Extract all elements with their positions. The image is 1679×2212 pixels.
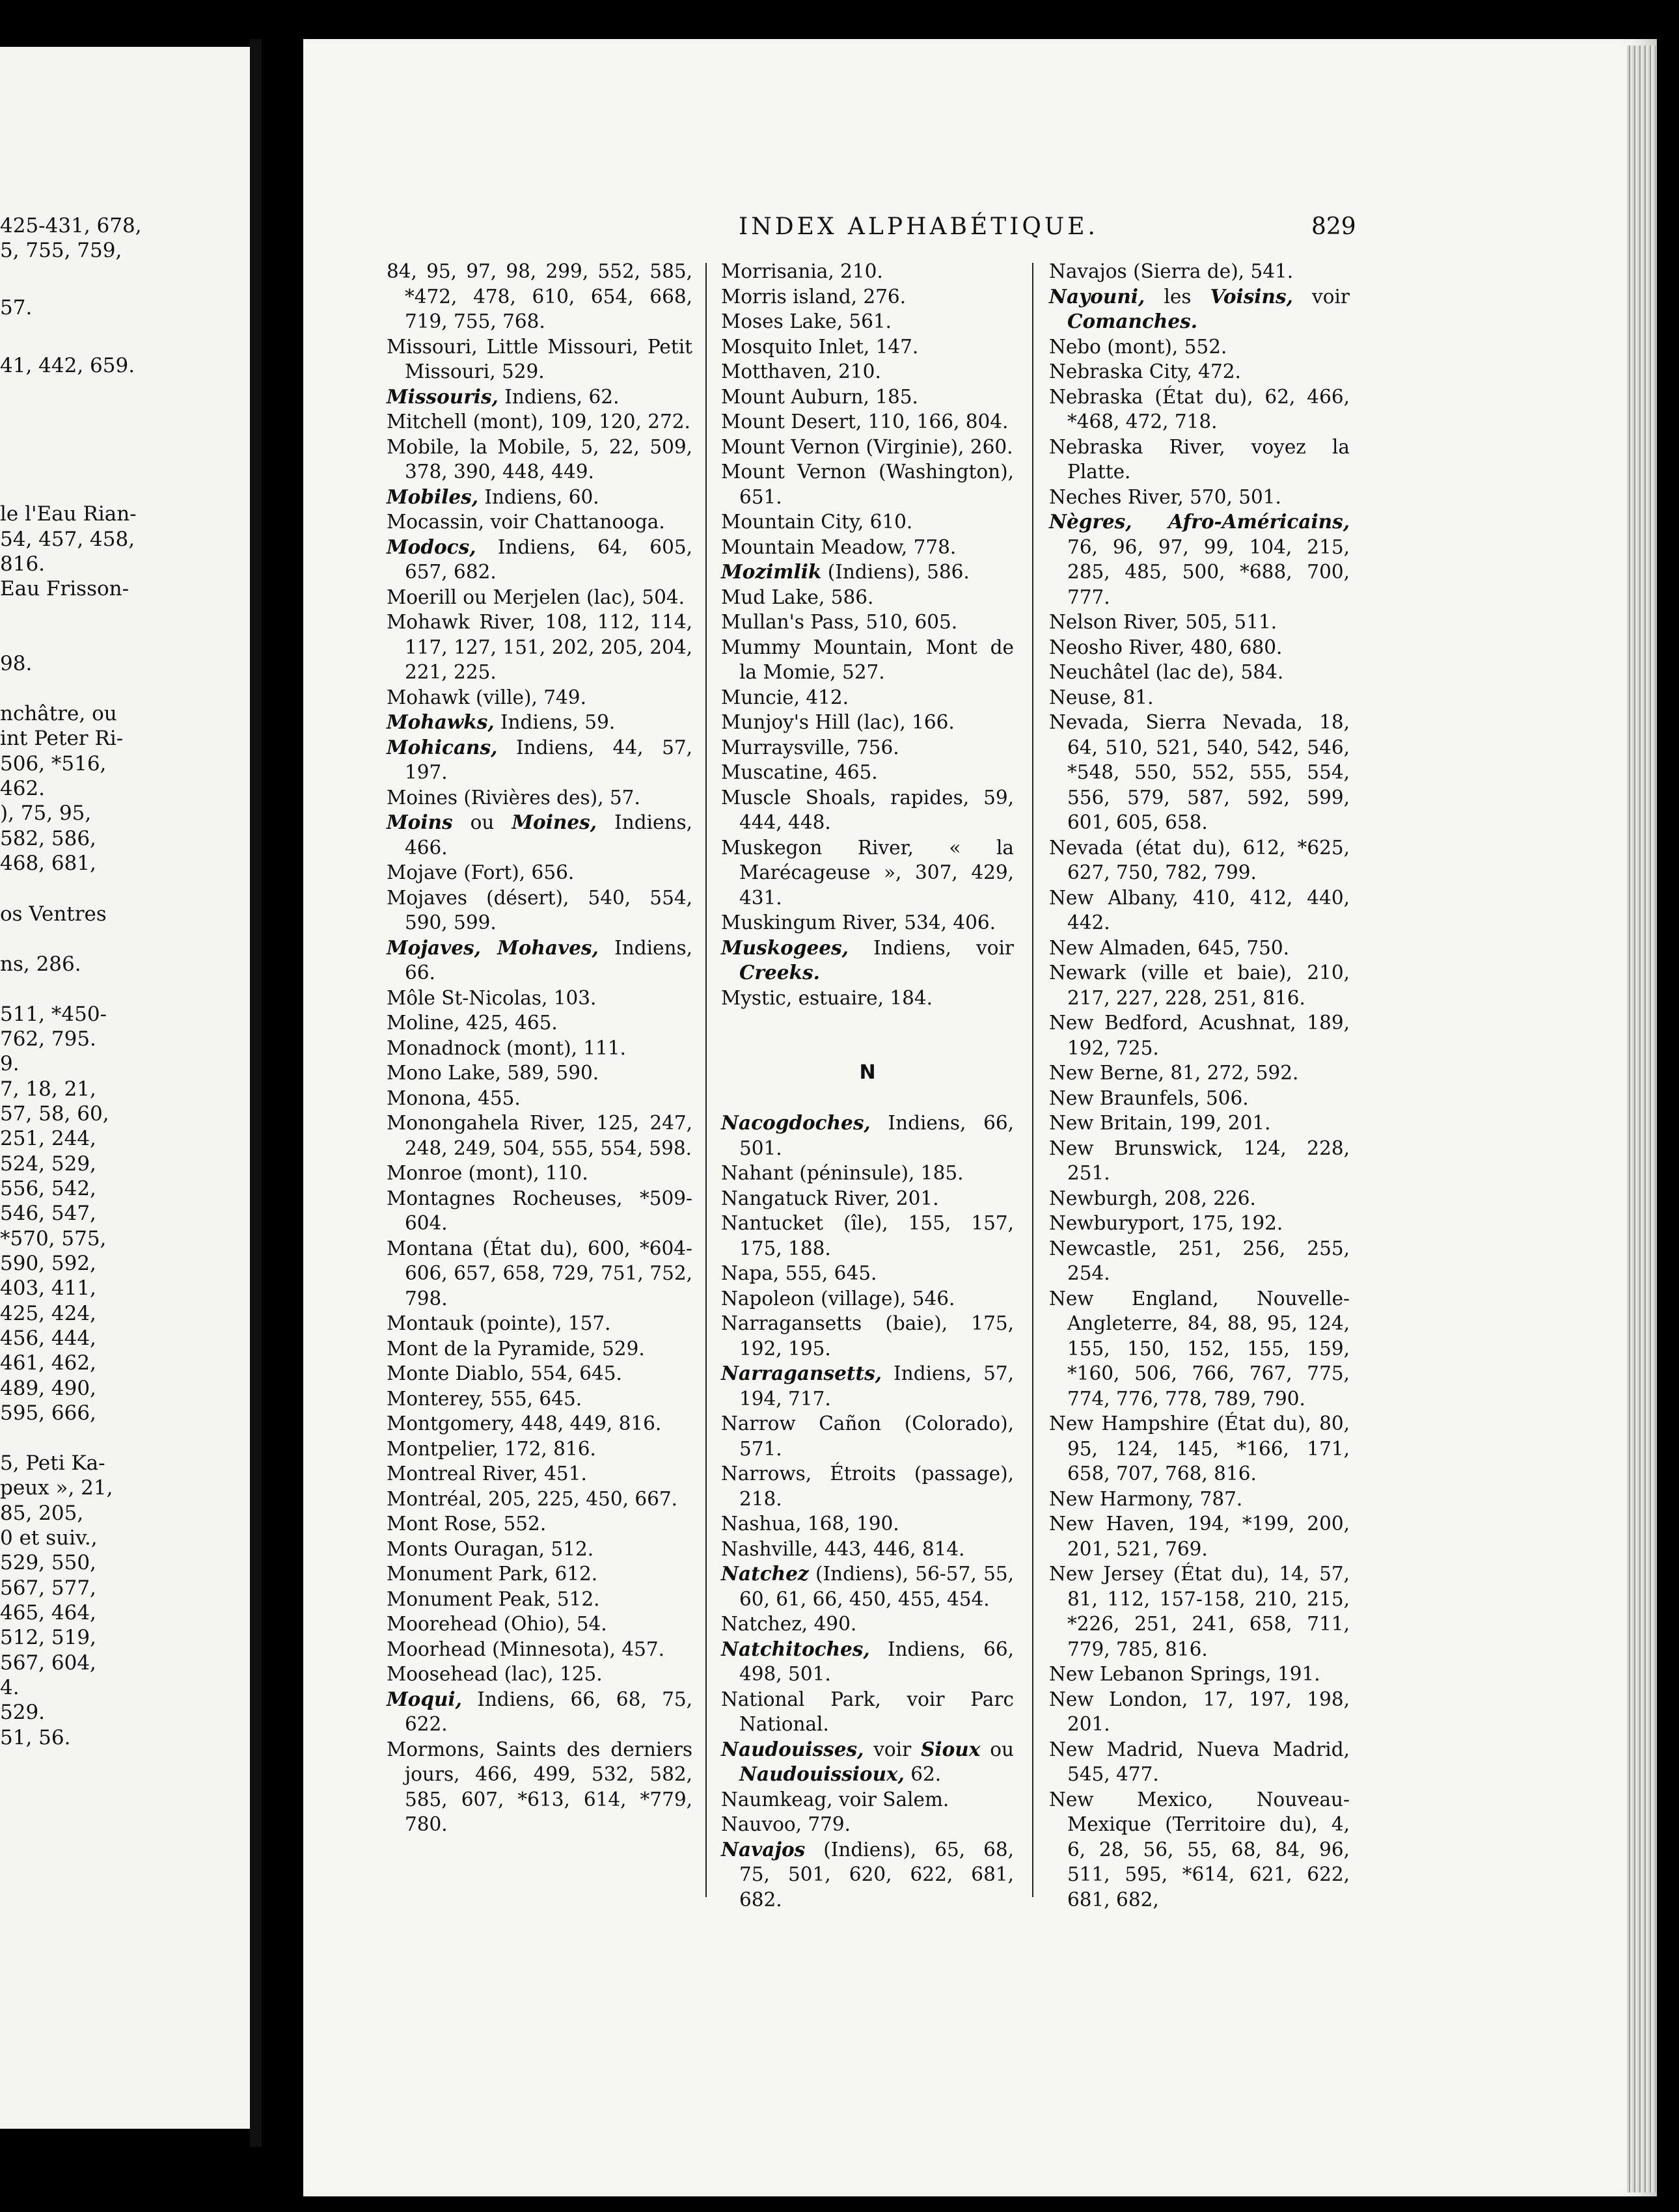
index-entry: Modocs, Indiens, 64, 605, 657, 682. — [387, 535, 692, 583]
index-entry: New Madrid, Nueva Madrid, 545, 477. — [1049, 1738, 1350, 1785]
left-page-fragment: 57, 58, 60, — [0, 1102, 109, 1126]
left-page-fragment: 468, 681, — [0, 852, 96, 875]
left-page-fragment: 251, 244, — [0, 1127, 96, 1150]
index-entry: Nangatuck River, 201. — [721, 1187, 939, 1209]
book-spine — [250, 39, 262, 2147]
index-entry: National Park, voir Parc National. — [721, 1688, 1014, 1735]
index-entry: Moses Lake, 561. — [721, 310, 892, 332]
index-entry: New England, Nouvelle-Angleterre, 84, 88, 95, 124, 155, 150, 152, 155, 159, *160, 506, 766, 767, 775, 774, 776, 778, 789, 790. — [1049, 1287, 1350, 1410]
index-entry: Mud Lake, 586. — [721, 586, 874, 608]
index-entry: New Mexico, Nouveau-Mexique (Territoire du), 4, 6, 28, 56, 55, 68, 84, 96, 511, 595, *614, 621, 622, 681, 682, — [1049, 1788, 1350, 1911]
left-page-fragment: 456, 444, — [0, 1327, 96, 1350]
index-entry: Napa, 555, 645. — [721, 1262, 877, 1284]
left-page-fragment: 816. — [0, 552, 46, 576]
index-entry: Nayouni, les Voisins, voir Comanches. — [1049, 284, 1350, 332]
index-column-3 — [1049, 259, 1350, 1912]
left-page-fragment: 511, *450- — [0, 1003, 107, 1026]
index-entry: New Berne, 81, 272, 592. — [1049, 1062, 1299, 1084]
page-number: 829 — [1311, 213, 1356, 240]
index-entry: Missouris, Indiens, 62. — [387, 384, 620, 408]
index-entry: Neosho River, 480, 680. — [1049, 636, 1283, 658]
index-entry: Monte Diablo, 554, 645. — [387, 1362, 622, 1384]
index-entry: Mystic, estuaire, 184. — [721, 986, 933, 1009]
index-entry: New Jersey (État du), 14, 57, 81, 112, 157-158, 210, 215, *226, 251, 241, 658, 711, 779, 785, 816. — [1049, 1563, 1350, 1660]
index-entry: Mojaves, Mohaves, Indiens, 66. — [387, 936, 692, 984]
left-page-fragment: 567, 604, — [0, 1651, 96, 1675]
index-entry: Mosquito Inlet, 147. — [721, 335, 919, 358]
index-entry: New London, 17, 197, 198, 201. — [1049, 1688, 1350, 1735]
index-entry: Mitchell (mont), 109, 120, 272. — [387, 411, 690, 433]
index-entry: Napoleon (village), 546. — [721, 1287, 955, 1310]
index-entry: Moins ou Moines, Indiens, 466. — [387, 811, 692, 859]
left-page-fragment: 57. — [0, 296, 33, 319]
index-entry: Mohawks, Indiens, 59. — [387, 710, 616, 733]
left-page-fragment: 762, 795. — [0, 1027, 96, 1051]
index-entry: Muskegon River, « la Marécageuse », 307, 429, 431. — [721, 836, 1014, 909]
index-entry: Nauvoo, 779. — [721, 1813, 851, 1835]
left-page-fragment: 85, 205, — [0, 1502, 84, 1525]
index-entry: Mocassin, voir Chattanooga. — [387, 511, 665, 533]
left-page-fragment: 54, 457, 458, — [0, 528, 135, 551]
index-entry: Mount Desert, 110, 166, 804. — [721, 411, 1009, 433]
index-entry: New Hampshire (État du), 80, 95, 124, 145, *166, 171, 658, 707, 768, 816. — [1049, 1412, 1350, 1485]
left-page-fragment: 462. — [0, 777, 46, 800]
left-page-fragment: 512, 519, — [0, 1626, 96, 1649]
index-entry: Morrisania, 210. — [721, 260, 883, 282]
left-page-fragment: le l'Eau Rian- — [0, 502, 137, 526]
index-entry: Nahant (péninsule), 185. — [721, 1162, 964, 1184]
index-entry: Neches River, 570, 501. — [1049, 485, 1281, 508]
index-entry: Narragansetts (baie), 175, 192, 195. — [721, 1312, 1014, 1360]
left-page-fragment: 41, 442, 659. — [0, 354, 135, 377]
left-page-fragment: 4. — [0, 1676, 20, 1699]
index-entry: Nashua, 168, 190. — [721, 1513, 899, 1535]
index-entry: Môle St-Nicolas, 103. — [387, 986, 597, 1009]
index-entry: Nebraska (État du), 62, 466, *468, 472, 718. — [1049, 385, 1350, 433]
left-page-fragment: 461, 462, — [0, 1351, 96, 1375]
index-entry: Mount Vernon (Virginie), 260. — [721, 435, 1013, 458]
index-entry: Nègres, Afro-Américains, 76, 96, 97, 99, 104, 215, 285, 485, 500, *688, 700, 777. — [1049, 510, 1350, 608]
left-page — [0, 47, 250, 2129]
index-entry: Moline, 425, 465. — [387, 1012, 558, 1034]
index-entry: New Brunswick, 124, 228, 251. — [1049, 1137, 1350, 1184]
index-entry: Mont Rose, 552. — [387, 1513, 547, 1535]
index-entry: Moines (Rivières des), 57. — [387, 786, 640, 809]
index-entry: Nelson River, 505, 511. — [1049, 611, 1277, 633]
index-entry: Naudouisses, voir Sioux ou Naudouissioux, 62. — [721, 1737, 1014, 1785]
index-entry: Montagnes Rocheuses, *509-604. — [387, 1187, 692, 1234]
index-entry: Narragansetts, Indiens, 57, 194, 717. — [721, 1362, 1014, 1410]
index-entry: Monroe (mont), 110. — [387, 1162, 588, 1184]
index-entry: New Albany, 410, 412, 440, 442. — [1049, 886, 1350, 934]
index-entry: New Almaden, 645, 750. — [1049, 936, 1290, 959]
index-entry: Murraysville, 756. — [721, 736, 899, 759]
spacer — [721, 1010, 1014, 1036]
index-entry: Mountain Meadow, 778. — [721, 535, 957, 558]
left-page-fragment: 7, 18, 21, — [0, 1077, 96, 1101]
index-entry: Natchez (Indiens), 56-57, 55, 60, 61, 66, 450, 455, 454. — [721, 1562, 1014, 1610]
left-page-fragment: 595, 666, — [0, 1401, 96, 1425]
index-entry: Moqui, Indiens, 66, 68, 75, 622. — [387, 1687, 692, 1735]
index-entry: Newburyport, 175, 192. — [1049, 1212, 1283, 1234]
index-entry: New Bedford, Acushnat, 189, 192, 725. — [1049, 1012, 1350, 1059]
index-entry: Newburgh, 208, 226. — [1049, 1187, 1256, 1209]
index-entry: Munjoy's Hill (lac), 166. — [721, 711, 955, 733]
index-entry: Muncie, 412. — [721, 686, 849, 708]
index-entry: Montpelier, 172, 816. — [387, 1437, 596, 1460]
left-page-fragment: 5, Peti Ka- — [0, 1451, 105, 1475]
left-page-fragment: 0 et suiv., — [0, 1526, 98, 1550]
left-page-fragment: os Ventres — [0, 902, 107, 926]
index-entry: New Lebanon Springs, 191. — [1049, 1663, 1320, 1685]
left-page-fragment: 403, 411, — [0, 1276, 96, 1300]
index-entry: Navajos (Sierra de), 541. — [1049, 260, 1294, 282]
index-entry: Monterey, 555, 645. — [387, 1387, 582, 1410]
index-entry: Monongahela River, 125, 247, 248, 249, 504, 555, 554, 598. — [387, 1112, 692, 1159]
index-entry: Mountain City, 610. — [721, 511, 913, 533]
index-entry: Moerill ou Merjelen (lac), 504. — [387, 586, 685, 608]
left-page-fragment: 489, 490, — [0, 1377, 96, 1400]
index-entry: Nacogdoches, Indiens, 66, 501. — [721, 1111, 1014, 1159]
index-entry: Nebo (mont), 552. — [1049, 335, 1227, 358]
index-entry: Muscatine, 465. — [721, 761, 878, 783]
left-page-fragment: 582, 586, — [0, 827, 96, 850]
index-entry: Newcastle, 251, 256, 255, 254. — [1049, 1237, 1350, 1284]
index-entry: Muskogees, Indiens, voir Creeks. — [721, 936, 1014, 984]
index-entry: Nebraska River, voyez la Platte. — [1049, 435, 1350, 483]
index-entry: Monument Peak, 512. — [387, 1587, 600, 1610]
index-entry: New Haven, 194, *199, 200, 201, 521, 769. — [1049, 1513, 1350, 1560]
index-entry: Morris island, 276. — [721, 285, 907, 308]
index-entry: Moorhead (Minnesota), 457. — [387, 1638, 665, 1660]
left-page-fragment: 425, 424, — [0, 1302, 96, 1325]
index-entry: Mojaves (désert), 540, 554, 590, 599. — [387, 886, 692, 934]
left-page-fragment: 556, 542, — [0, 1177, 96, 1200]
page-edges — [1627, 46, 1656, 2192]
index-entry: Monadnock (mont), 111. — [387, 1036, 627, 1059]
index-entry: Mohawk (ville), 749. — [387, 686, 586, 708]
left-page-fragment: *570, 575, — [0, 1227, 107, 1250]
index-entry: Nashville, 443, 446, 814. — [721, 1537, 965, 1560]
index-entry: Moorehead (Ohio), 54. — [387, 1613, 607, 1635]
left-page-fragment: nchâtre, ou — [0, 702, 117, 725]
left-page-fragment: 465, 464, — [0, 1601, 96, 1625]
left-page-fragment: 51, 56. — [0, 1726, 71, 1749]
index-entry: Nantucket (île), 155, 157, 175, 188. — [721, 1212, 1014, 1260]
left-page-fragment: peux », 21, — [0, 1476, 113, 1500]
index-entry: Monona, 455. — [387, 1086, 521, 1109]
section-letter: N — [859, 1061, 876, 1084]
index-entry: Mummy Mountain, Mont de la Momie, 527. — [721, 636, 1014, 683]
index-entry: Mohawk River, 108, 112, 114, 117, 127, 151, 202, 205, 204, 221, 225. — [387, 611, 692, 683]
left-page-fragment: 506, *516, — [0, 752, 107, 776]
index-entry: Navajos (Indiens), 65, 68, 75, 501, 620, 622, 681, 682. — [721, 1837, 1014, 1911]
index-entry: Natchez, 490. — [721, 1613, 857, 1635]
index-entry: Moosehead (lac), 125. — [387, 1663, 603, 1685]
column-divider — [1032, 263, 1033, 1897]
left-page-fragment: 524, 529, — [0, 1152, 96, 1176]
index-column-2 — [721, 259, 1014, 1912]
index-entry: Montauk (pointe), 157. — [387, 1312, 611, 1334]
index-entry: Muskingum River, 534, 406. — [721, 911, 996, 934]
index-entry: Mount Auburn, 185. — [721, 385, 918, 408]
index-entry: Mormons, Saints des derniers jours, 466, 499, 532, 582, 585, 607, *613, 614, *779, 780. — [387, 1738, 692, 1835]
index-entry: Nevada (état du), 612, *625, 627, 750, 782, 799. — [1049, 836, 1350, 883]
column-divider — [705, 263, 707, 1897]
index-entry: Mozimlik (Indiens), 586. — [721, 560, 970, 583]
left-page-fragment: 546, 547, — [0, 1202, 96, 1225]
index-entry: New Britain, 199, 201. — [1049, 1112, 1271, 1134]
left-page-fragment: 425-431, 678, — [0, 214, 142, 237]
running-head: INDEX ALPHABÉTIQUE. — [739, 213, 1099, 240]
index-entry: Missouri, Little Missouri, Petit Missouri, 529. — [387, 335, 692, 383]
index-entry: Mullan's Pass, 510, 605. — [721, 611, 958, 633]
index-entry: Nebraska City, 472. — [1049, 360, 1241, 383]
index-column-1 — [387, 259, 692, 1837]
left-page-fragment: 9. — [0, 1052, 20, 1075]
left-page-fragment: ns, 286. — [0, 952, 81, 976]
index-entry: Muscle Shoals, rapides, 59, 444, 448. — [721, 786, 1014, 833]
index-entry: New Braunfels, 506. — [1049, 1086, 1249, 1109]
index-entry: Neuse, 81. — [1049, 686, 1154, 708]
left-page-fragment: int Peter Ri- — [0, 727, 124, 750]
left-page-fragment: 5, 755, 759, — [0, 239, 122, 262]
index-entry: Montgomery, 448, 449, 816. — [387, 1412, 662, 1435]
index-entry: Narrow Cañon (Colorado), 571. — [721, 1412, 1014, 1460]
index-entry: Natchitoches, Indiens, 66, 498, 501. — [721, 1637, 1014, 1685]
index-entry: Motthaven, 210. — [721, 360, 881, 383]
left-page-fragment: 567, 577, — [0, 1576, 96, 1600]
index-entry: Mount Vernon (Washington), 651. — [721, 461, 1014, 508]
index-entry: Mont de la Pyramide, 529. — [387, 1337, 645, 1360]
left-page-fragment: ), 75, 95, — [0, 802, 92, 825]
index-entry: 84, 95, 97, 98, 299, 552, 585, *472, 478, 610, 654, 668, 719, 755, 768. — [387, 260, 692, 332]
index-entry: New Harmony, 787. — [1049, 1487, 1243, 1510]
index-entry: Mono Lake, 589, 590. — [387, 1062, 599, 1084]
index-entry: Mohicans, Indiens, 44, 57, 197. — [387, 735, 692, 783]
spacer — [721, 1086, 1014, 1111]
index-entry: Newark (ville et baie), 210, 217, 227, 228, 251, 816. — [1049, 962, 1350, 1009]
spacer — [721, 1036, 1014, 1061]
index-entry: Mojave (Fort), 656. — [387, 861, 575, 883]
left-page-fragment: 98. — [0, 652, 33, 675]
index-entry: Montana (État du), 600, *604-606, 657, 658, 729, 751, 752, 798. — [387, 1237, 692, 1310]
index-entry: Mobiles, Indiens, 60. — [387, 485, 599, 508]
index-entry: Monts Ouragan, 512. — [387, 1537, 594, 1560]
left-page-fragment: Eau Frisson- — [0, 577, 130, 600]
index-entry: Nevada, Sierra Nevada, 18, 64, 510, 521, 540, 542, 546, *548, 550, 552, 555, 554, 556, 579, 587, 592, 599, 601, 605, 658. — [1049, 711, 1350, 833]
index-entry: Neuchâtel (lac de), 584. — [1049, 661, 1284, 683]
left-page-fragment: 590, 592, — [0, 1252, 96, 1275]
left-page-fragment: 529. — [0, 1701, 46, 1724]
index-entry: Narrows, Étroits (passage), 218. — [721, 1463, 1014, 1510]
index-entry: Naumkeag, voir Salem. — [721, 1788, 949, 1811]
index-entry: Montréal, 205, 225, 450, 667. — [387, 1487, 678, 1510]
index-entry: Monument Park, 612. — [387, 1563, 598, 1585]
left-page-fragment: 529, 550, — [0, 1551, 96, 1574]
index-entry: Mobile, la Mobile, 5, 22, 509, 378, 390, 448, 449. — [387, 435, 692, 483]
index-entry: Montreal River, 451. — [387, 1463, 587, 1485]
